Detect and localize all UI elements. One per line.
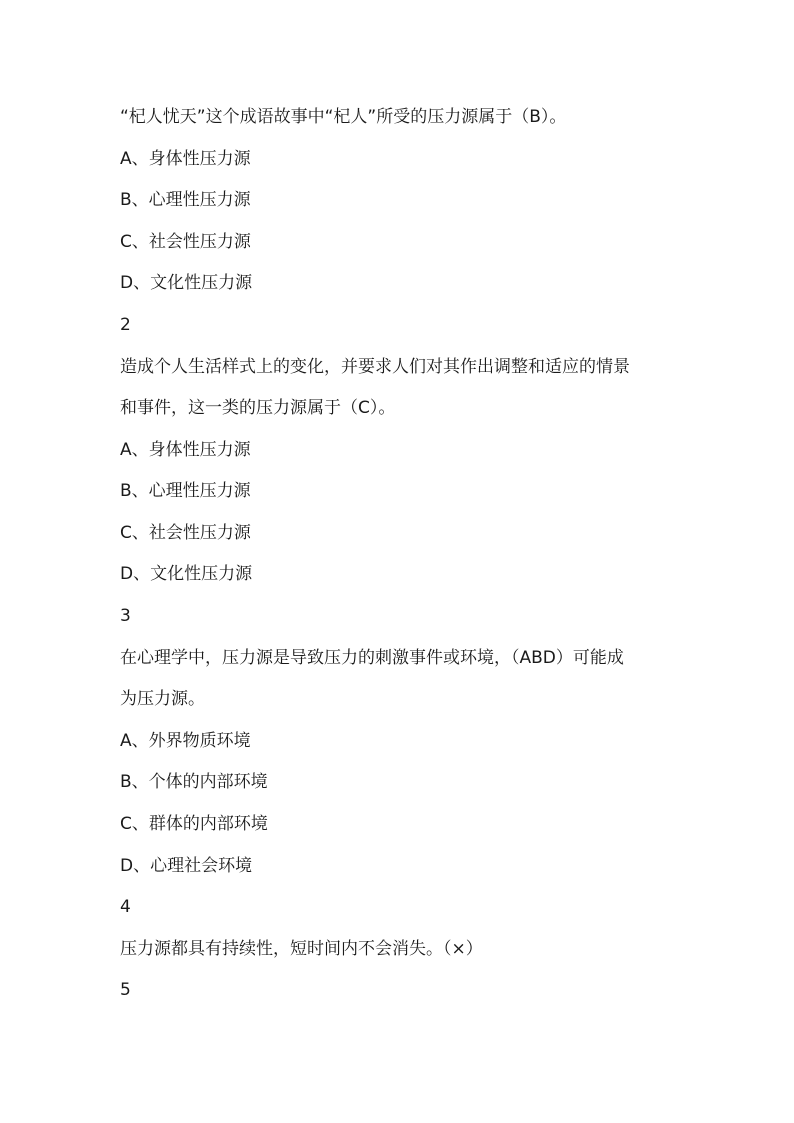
question-3-option-c: C、群体的内部环境: [120, 814, 268, 834]
question-3-number: 3: [120, 606, 131, 626]
question-1-option-b: B、心理性压力源: [120, 190, 251, 210]
question-1-stem: “杞人忧天”这个成语故事中“杞人”所受的压力源属于（B）。: [120, 107, 567, 127]
question-2-stem-line-1: 造成个人生活样式上的变化，并要求人们对其作出调整和适应的情景: [120, 357, 630, 377]
question-1-option-d: D、文化性压力源: [120, 273, 253, 293]
question-2-number: 2: [120, 315, 131, 335]
question-3-option-a: A、外界物质环境: [120, 731, 251, 751]
question-5-number: 5: [120, 980, 131, 1000]
question-2-option-d: D、文化性压力源: [120, 564, 253, 584]
question-1-option-c: C、社会性压力源: [120, 232, 251, 252]
question-3-stem-line-1: 在心理学中，压力源是导致压力的刺激事件或环境，（ABD）可能成: [120, 648, 624, 668]
question-2-option-c: C、社会性压力源: [120, 523, 251, 543]
question-2-stem-line-2: 和事件，这一类的压力源属于（C）。: [120, 398, 396, 418]
question-2-option-b: B、心理性压力源: [120, 481, 251, 501]
question-4-stem: 压力源都具有持续性，短时间内不会消失。（×）: [120, 939, 483, 959]
question-3-stem-line-2: 为压力源。: [120, 689, 205, 709]
question-3-option-b: B、个体的内部环境: [120, 772, 268, 792]
question-1-option-a: A、身体性压力源: [120, 149, 251, 169]
question-2-option-a: A、身体性压力源: [120, 440, 251, 460]
question-3-option-d: D、心理社会环境: [120, 856, 253, 876]
question-4-number: 4: [120, 897, 131, 917]
